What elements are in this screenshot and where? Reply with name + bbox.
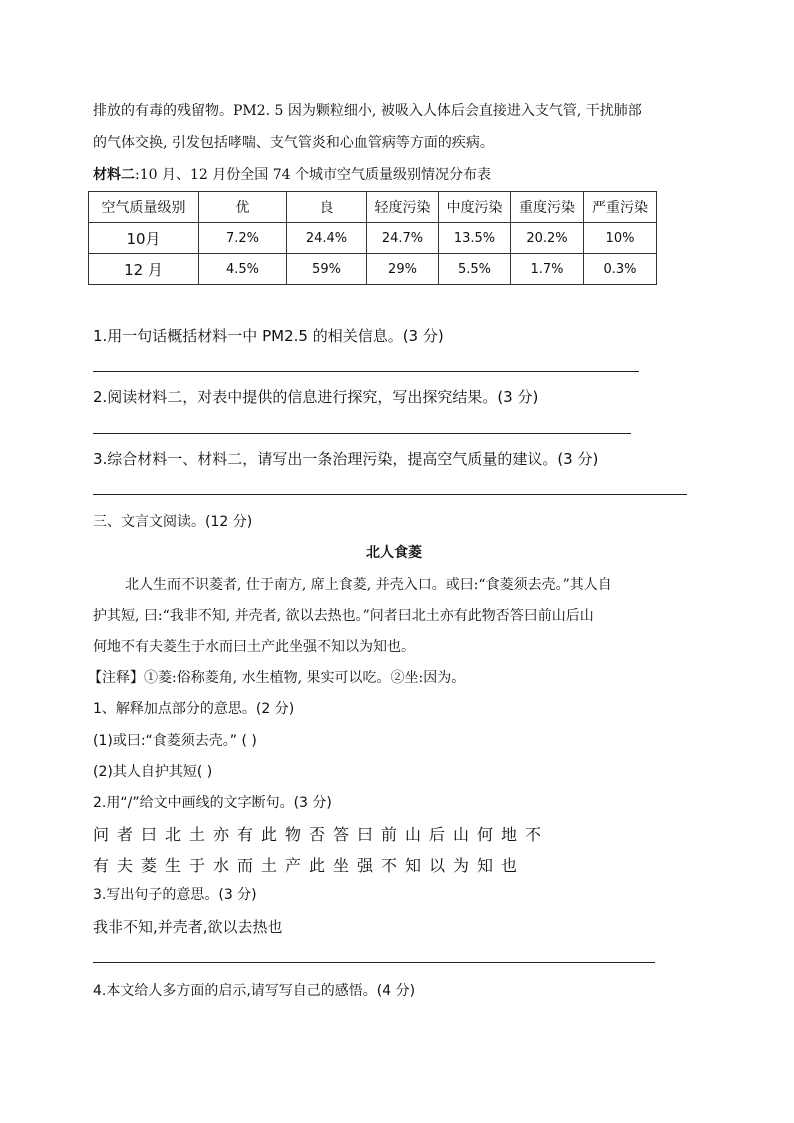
question-3: 3.综合材料一、材料二，请写出一条治理污染，提高空气质量的建议。(3 分) — [93, 450, 599, 468]
material2-title — [93, 164, 491, 184]
answer-line — [93, 962, 655, 963]
table-header-cell: 良 — [287, 192, 367, 223]
table-cell: 59% — [287, 254, 367, 285]
s3-question-1: 1、解释加点部分的意思。(2 分) — [93, 701, 295, 717]
table-row — [89, 254, 657, 285]
table-header-cell: 中度污染 — [439, 192, 511, 223]
table-row-label: 10月 — [89, 223, 199, 254]
air-quality-table — [88, 191, 657, 285]
section3-heading: 三、文言文阅读。(12 分) — [93, 514, 253, 530]
annotation-note: 【注释】①菱:俗称菱角, 水生植物, 果实可以吃。②坐:因为。 — [88, 670, 466, 686]
s3-question-1b: (2)其人自护其短( ) — [93, 764, 213, 780]
table-header-cell: 空气质量级别 — [89, 192, 199, 223]
s3-question-4: 4.本文给人多方面的启示,请写写自己的感悟。(4 分) — [93, 983, 416, 999]
answer-line — [93, 371, 639, 372]
s3-question-1a: (1)或曰:“食菱须去壳。” ( ) — [93, 733, 257, 749]
material1-line2: 的气体交换, 引发包括哮喘、支气管炎和心血管病等方面的疾病。 — [93, 135, 494, 151]
punctuation-line1: 问者曰北土亦有此物否答曰前山后山何地不 — [93, 825, 550, 844]
table-header-cell: 轻度污染 — [367, 192, 439, 223]
passage-title: 北人食菱 — [366, 545, 422, 561]
table-row — [89, 223, 657, 254]
question-1: 1.用一句话概括材料一中 PM2.5 的相关信息。(3 分) — [93, 327, 444, 345]
table-cell: 24.7% — [367, 223, 439, 254]
table-cell: 7.2% — [199, 223, 287, 254]
table-header-cell: 优 — [199, 192, 287, 223]
table-cell: 29% — [367, 254, 439, 285]
passage-line1: 北人生而不识菱者, 仕于南方, 席上食菱, 并壳入口。或曰:“食菱须去壳。”其人自 — [125, 577, 612, 593]
table-cell: 20.2% — [511, 223, 584, 254]
table-cell: 10% — [584, 223, 657, 254]
table-cell: 13.5% — [439, 223, 511, 254]
table-cell: 24.4% — [287, 223, 367, 254]
material2-title-rest: :10 月、12 月份全国 74 个城市空气质量级别情况分布表 — [135, 167, 491, 183]
table-row-label: 12 月 — [89, 254, 199, 285]
passage-line3: 何地不有夫菱生于水而曰土产此坐强不知以为知也。 — [93, 639, 415, 655]
passage-line2: 护其短, 曰:“我非不知, 并壳者, 欲以去热也。”问者曰北土亦有此物否答曰前山后山 — [93, 608, 594, 624]
answer-line — [93, 433, 631, 434]
table-cell: 4.5% — [199, 254, 287, 285]
translate-sentence: 我非不知,并壳者,欲以去热也 — [93, 918, 283, 936]
s3-question-3: 3.写出句子的意思。(3 分) — [93, 887, 257, 903]
answer-line — [93, 494, 687, 495]
table-header-cell: 重度污染 — [511, 192, 584, 223]
table-header-cell: 严重污染 — [584, 192, 657, 223]
material2-label: 材料二 — [93, 167, 135, 183]
punctuation-line2: 有夫菱生于水而土产此坐强不知以为知也 — [93, 856, 526, 875]
s3-question-2: 2.用“/”给文中画线的文字断句。(3 分) — [93, 795, 332, 811]
material1-line1: 排放的有毒的残留物。PM2. 5 因为颗粒细小, 被吸入人体后会直接进入支气管, 干扰肺部 — [93, 103, 642, 119]
table-header-row — [89, 192, 657, 223]
table-cell: 0.3% — [584, 254, 657, 285]
table-cell: 1.7% — [511, 254, 584, 285]
table-cell: 5.5% — [439, 254, 511, 285]
question-2: 2.阅读材料二，对表中提供的信息进行探究，写出探究结果。(3 分) — [93, 388, 539, 406]
